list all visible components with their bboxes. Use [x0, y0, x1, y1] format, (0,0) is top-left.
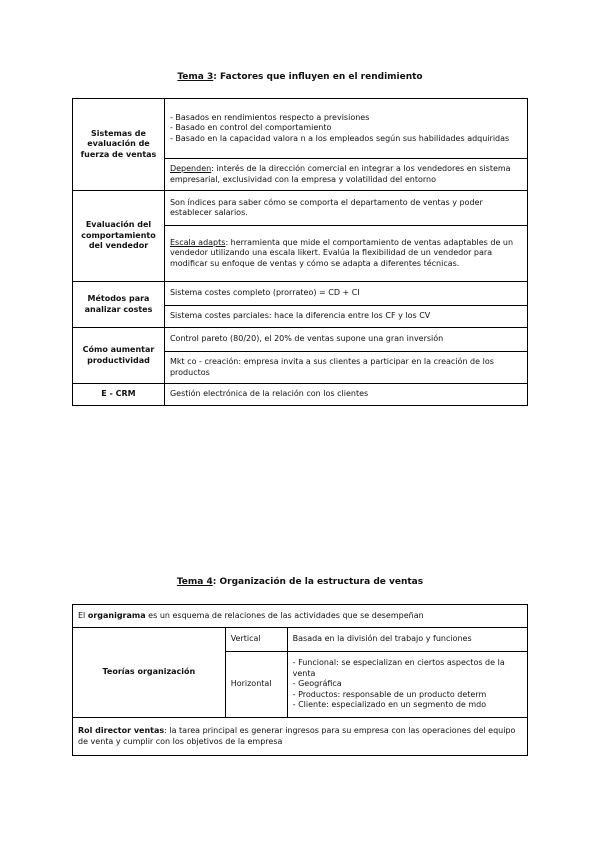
term: organigrama — [87, 610, 146, 620]
table-cell: Son índices para saber cómo se comporta el departamento de ventas y poder establecer salarios. — [164, 191, 527, 226]
list-item: - Basado en la capacidad valora n a los empleados según sus habilidades adquiridas — [169, 133, 510, 143]
list-item: - Funcional: se especializan en ciertos aspectos de la venta — [292, 658, 505, 678]
horizontal-desc — [287, 652, 527, 718]
table-cell — [164, 99, 527, 159]
cell-text: : herramienta que mide el comportamiento de ventas adaptables de un vendedor utilizando una escala likert. Evalúa la flexibilidad de un vendedor para modificar su enfoque de ventas y cómo se adapta a diferentes técnicas. — [169, 237, 514, 268]
row-header: Métodos para analizar costes — [73, 282, 165, 328]
row-header: Sistemas de evaluación de fuerza de ventas — [73, 99, 165, 191]
list-item: - Geográfica — [292, 679, 342, 689]
vertical-label: Vertical — [225, 628, 287, 652]
cell-text: El — [78, 610, 88, 620]
term: Rol director ventas — [78, 726, 165, 735]
list-item: - Basado en control del comportamiento — [169, 123, 332, 133]
table-cell — [164, 226, 527, 282]
table-cell: Control pareto (80/20), el 20% de ventas supone una gran inversión — [164, 328, 527, 352]
row-header: Cómo aumentar productividad — [73, 328, 165, 384]
table-cell: Mkt co - creación: empresa invita a sus clientes a participar en la creación de los productos — [164, 352, 527, 384]
tema3-title — [0, 72, 600, 82]
organigrama-cell — [73, 605, 528, 628]
tema3-title-rest: : Factores que influyen en el rendimiento — [213, 72, 423, 82]
list-item: - Productos: responsable de un producto determ — [292, 689, 487, 699]
row-header: Evaluación del comportamiento del vendedor — [73, 191, 165, 282]
table-cell: Gestión electrónica de la relación con los clientes — [164, 384, 527, 406]
horizontal-label: Horizontal — [225, 652, 287, 718]
tema4-title — [0, 577, 600, 587]
list-item: - Cliente: especializado en un segmento de mdo — [292, 700, 487, 710]
table-cell: Sistema costes parciales: hace la diferencia entre los CF y los CV — [164, 306, 527, 328]
term: Escala adapts — [169, 237, 226, 247]
term: Dependen — [169, 164, 212, 173]
row-header: E - CRM — [73, 384, 165, 406]
vertical-desc: Basada en la división del trabajo y funciones — [287, 628, 527, 652]
tema3-table — [72, 98, 528, 406]
list-item: - Basados en rendimientos respecto a previsiones — [169, 112, 370, 122]
cell-text: : interés de la dirección comercial en integrar a los vendedores en sistema empresarial, exclusividad con la empresa y volatilidad del entorno — [169, 164, 511, 184]
tema3-title-prefix: Tema 3 — [177, 72, 214, 82]
rol-cell — [73, 718, 528, 756]
teorias-header: Teorías organización — [73, 628, 226, 718]
tema4-title-rest: : Organización de la estructura de ventas — [212, 577, 424, 587]
table-cell — [164, 159, 527, 191]
cell-text: : la tarea principal es generar ingresos para su empresa con las operaciones del equipo de venta y cumplir con los objetivos de la empresa — [78, 726, 516, 746]
tema4-title-prefix: Tema 4 — [176, 577, 213, 587]
cell-text: es un esquema de relaciones de las actividades que se desempeñan — [145, 610, 424, 620]
table-cell: Sistema costes completo (prorrateo) = CD + CI — [164, 282, 527, 306]
tema4-table — [72, 604, 528, 756]
